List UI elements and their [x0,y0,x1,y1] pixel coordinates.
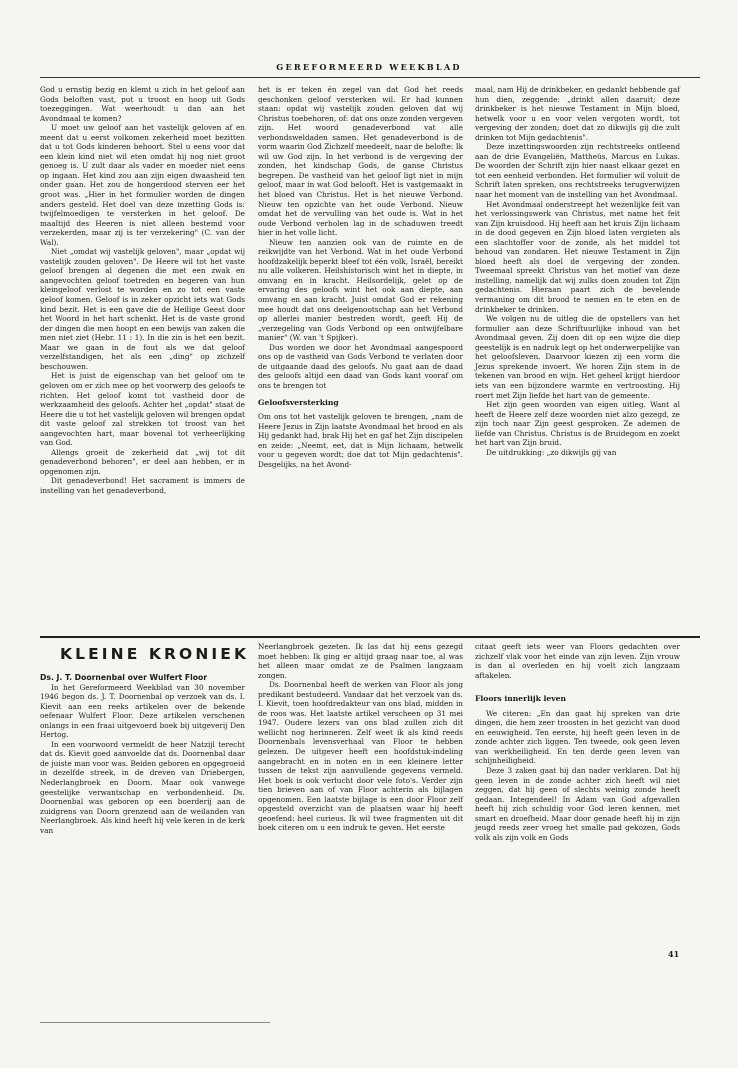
paragraph: Dit genadeverbond! Het sacrament is immers de instelling van het genadeverbond, [40,476,245,495]
paragraph: Nieuw ten aanzien ook van de ruimte en de reikwijdte van het Verbond. Wat in het oude Verbond hoofdzakelijk beperkt bleef tot één volk, Israël, bereikt nu alle volkeren. Heilshistorisch wint het in diepte, in omvang en in kracht. Heilsordelijk, gelet op de ervaring des geloofs wint het ook aan diepte, aan omvang en aan kracht. Juist omdat God er rekening mee houdt dat ons deelgenootschap aan het Verbond op allerlei manier bestreden wordt, geeft Hij de „verzegeling van Gods Verbond op een ontwijfelbare manier" (W. van 't Spijker). [258,237,463,343]
kroniek-column-3 [475,642,680,842]
paragraph: het is er teken én zegel van dat God het reeds geschonken geloof versterken wil. Er had kunnen staan: opdat wij vastelijk zouden geloven dat wij Christus toebehoren, of: dat ons onze zonden vergeven zijn. Het woord genadeverbond vat alle verbondsweldaden samen. Het genadeverbond is de vorm waarin God Zichzelf meedeelt, naar de belofte: Ik wil uw God zijn. In het verbond is de vergeving der zonden, het kindschap Gods, de ganse Christus begrepen. De vastheid van het geloof ligt niet in mijn geloof, maar in wat God belooft. Het is vastgemaakt in het bloed van Christus. Het is het nieuwe Verbond. Nieuw ten opzichte van het oude Verbond. Nieuw omdat het de vervulling van het oude is. Wat in het oude Verbond verholen lag in de schaduwen treedt hier in het volle licht. [258,85,463,238]
paragraph: Deze 3 zaken gaat hij dan nader verklaren. Dat hij geen leven in de zonde achter zich heeft wil niet zeggen, dat hij geen of slechts weinig zonde heeft gedaan. Integendeel! In Adam van God afgevallen heeft hij zich schuldig voor God leren kennen, met smart en droefheid. Maar door genade heeft hij in zijn jeugd reeds zeer vroeg het smalle pad gekozen, Gods volk als zijn volk en Gods [475,766,680,842]
paragraph: Om ons tot het vastelijk geloven te brengen, „nam de Heere Jezus in Zijn laatste Avondmaal het brood en als Hij gedankt had, brak Hij het en gaf het Zijn discipelen en zeide: „Neemt, eet, dat is Mijn lichaam, hetwelk voor u gegeven wordt; doe dat tot Mijn gedachtenis". Desgelijks, na het Avond- [258,412,463,469]
article-column-2 [258,85,463,469]
paragraph: In het Gereformeerd Weekblad van 30 november 1946 begon ds. J. T. Doornenbal op verzoek van ds. I. Kievit aan een reeks artikelen over de bekende oefenaar Wulfert Floor. Deze artikelen verschenen onlangs in een fraai uitgevoerd boek bij uitgeverij Den Hertog. [40,682,245,740]
paragraph: We volgen nu de uitleg die de opstellers van het formulier aan deze Schriftuurlijke inhoud van het Avondmaal geven. Zij doen dit op een wijze die diep geestelijk is en nadruk legt op het onderwerpelijke van het geloofsleven. Daarvoor kiezen zij een vorm die Jezus sprekende invoert. We horen Zijn stem in de tekenen van brood en wijn. Het geheel krijgt hierdoor iets van een bijzondere warmte en vertroosting. Hij roert met Zijn liefde het hart van de gemeente. [475,314,680,400]
paragraph: Het zijn geen woorden van eigen uitleg. Want al heeft de Heere zelf deze woorden niet alzo gezegd, ze zijn toch naar Zijn geest gesproken. Ze ademen de liefde van Christus. Christus is de Bruidegom en zoekt het hart van Zijn bruid. [475,400,680,448]
page-header: GEREFORMEERD WEEKBLAD [276,62,462,72]
paragraph: citaat geeft iets weer van Floors gedachten over zichzelf vlak voor het einde van zijn leven. Zijn vrouw is dan al overleden en hij voelt zich langzaam aftakelen. [475,642,680,680]
paragraph: Het is juist de eigenschap van het geloof om te geloven om er zich mee op het voorwerp des geloofs te richten. Het geloof komt tot vastheid door de werkzaamheid des geloofs. Achter het „opdat" staat de Heere die u tot het vastelijk geloven wil brengen opdat dit vaste geloof zal strekken tot troost van het aangevochten hart, maar bovenal tot verheerlijking van God. [40,371,245,448]
page-number: 41 [668,949,680,959]
header-rule [40,77,700,78]
article-column-3 [475,85,680,457]
paragraph: De uitdrukking: „zo dikwijls gij van [486,447,617,457]
footer-rule [40,1022,270,1023]
paragraph: God u ernstig bezig en klemt u zich in het geloof aan Gods beloften vast, put u troost en hoop uit Gods toezeggingen. Wat weerhoudt u dan aan het Avondmaal te komen? [40,85,245,123]
paragraph: Het Avondmaal onderstreept het wezenlijke feit van het verlossingswerk van Christus, met name het feit van Zijn kruisdood. Hij heeft aan het kruis Zijn lichaam in de dood gegeven en Zijn bloed laten vergieten als een slachtoffer voor de zonde, als het middel tot behoud van zondaren. Het nieuwe Testament in Zijn bloed heeft als doel de vergeving der zonden. Tweemaal spreekt Christus van het motief van deze instelling, namelijk dat wij zulks doen zouden tot Zijn gedachtenis. Hieraan paart zich de bevelende vermaning om dit brood te nemen en te eten en de drinkbeker te drinken. [475,199,680,314]
kroniek-column-1 [40,673,245,835]
section-heading: Floors innerlijk leven [475,694,566,704]
paragraph: We citeren: „En dan gaat hij spreken van drie dingen, die hem zeer troosten in het gezicht van dood en eeuwigheid. Ten eerste, hij heeft geen leven in de zonde achter zich liggen. Ten tweede, ook geen leven van werkheiligheid. En ten derde geen leven van schijnheiligheid. [475,708,680,766]
paragraph: maal, nam Hij de drinkbeker, en gedankt hebbende gaf hun dien, zeggende: „drinkt allen daaruit; deze drinkbeker is het nieuwe Testament in Mijn bloed, hetwelk voor u en voor velen vergoten wordt, tot vergeving der zonden; doet dat zo dikwijls gij die zult drinken tot Mijn gedachtenis". [475,85,680,142]
paragraph: Deze inzettingswoorden zijn rechtstreeks ontleend aan de drie Evangeliën, Mattheüs, Marcus en Lukas. De woorden der Schrift zijn hier naast elkaar gezet en tot een eenheid verbonden. Het formulier wil voluit de Schrift laten spreken, ons rechtstreeks terugverwijzen naar het moment van de instelling van het Avondmaal. [475,142,680,200]
paragraph: Dus worden we door het Avondmaal aangespoord ons op de vastheid van Gods Verbond te verlaten door de uitgaande daad des geloofs. Nu gaat aan de daad des geloofs altijd een daad van Gods kant vooraf om ons te brengen tot [258,342,463,390]
kroniek-title: KLEINE KRONIEK [60,645,250,663]
paragraph: In een voorwoord vermeldt de heer Natzijl terecht dat ds. Kievit goed aanvoelde dat ds. Doornenbal daar de juiste man voor was. Beiden geboren en opgegroeid in dezelfde streek, in de dreven van Driebergen, Nederlangbroek en Doorn. Maar ook vanwege geestelijke verwantschap en verbondenheid. Ds. Doornenbal was geboren op een boerderij aan de zuidgrens van Doorn grenzend aan de weilanden van Neerlangbroek. Als kind heeft hij vele keren in de kerk van [40,739,245,835]
paragraph: Neerlangbroek gezeten. Ik las dat hij eens gezegd moet hebben: Ik ging er altijd graag naar toe, al was het alleen maar omdat ze de Psalmen langzaam zongen. [258,642,463,680]
article-column-1 [40,85,245,496]
kroniek-column-2 [258,642,463,833]
section-divider [40,636,700,638]
paragraph: U moet uw geloof aan het vastelijk geloven af en meent dat u eerst volkomen zekerheid moet bezitten dat u tot Gods kinderen behoort. Stel u eens voor dat een klein kind niet wil eten omdat hij nog niet groot genoeg is. U zult daar als vader en moeder niet eens op ingaan. Het kind zou aan zijn eigen dwaasheid ten onder gaan. Het zou de hongerdood sterven eer het groot was. „Hier in het formulier worden de dingen anders gesteld. Het doel van deze inzetting Gods is: twijfelmoedigen te versterken in het geloof. De maaltijd des Heeren is niet alleen bestemd voor verzekerden, maar zij is ter verzekering" (C. van der Wal). [40,123,245,247]
kroniek-subtitle: Ds. J. T. Doornenbal over Wulfert Floor [40,673,208,682]
paragraph: Ds. Doornenbal heeft de werken van Floor als jong predikant bestudeerd. Vandaar dat het verzoek van ds. I. Kievit, toen hoofdredakteur van ons blad, midden in de roos was. Het laatste artikel verscheen op 31 mei 1947. Oudere lezers van ons blad zullen zich dit wellicht nog herinneren. Zelf weet ik als kind reeds Doornenbals levensverhaal van Floor te hebben gelezen. De uitgever heeft een hoofdstuk-indeling aangebracht en in noten en in een kleinere letter tussen de tekst zijn aanvullende gegevens vermeld. Het boek is ook verlucht door vele foto's. Verder zijn tien brieven aan of van Floor achterin als bijlagen opgenomen. Een laatste bijlage is een door Floor zelf opgesteld overzicht van de plaatsen waar hij heeft geoefend: heel curieus. Ik wil twee fragmenten uit dit boek citeren om u een indruk te geven. Het eerste [258,680,463,833]
paragraph: Allengs groeit de zekerheid dat „wij tot dit genadeverbond behoren", er deel aan hebben, er in opgenomen zijn. [40,447,245,476]
paragraph: Niet „omdat wij vastelijk geloven", maar „opdat wij vastelijk zouden geloven". De Heere wil tot het vaste geloof brengen al degenen die met een zwak en aangevochten geloof toetreden en begeren van hun kleingeloof verlost te worden en zo tot een vaste geloof komen. Geloof is in zeker opzicht iets wat Gods kind bezit. Het is een gave die de Heilige Geest door het Woord in het hart schenkt. Het is de vaste grond der dingen die men hoopt en een bewijs van zaken die men niet ziet (Hebr. 11 : 1). In die zin is het een bezit. Maar we gaan in de fout als we dat geloof verzelfstandigen, het als een „ding" op zichzelf beschouwen. [40,247,245,371]
section-heading: Geloofsversterking [258,397,339,407]
